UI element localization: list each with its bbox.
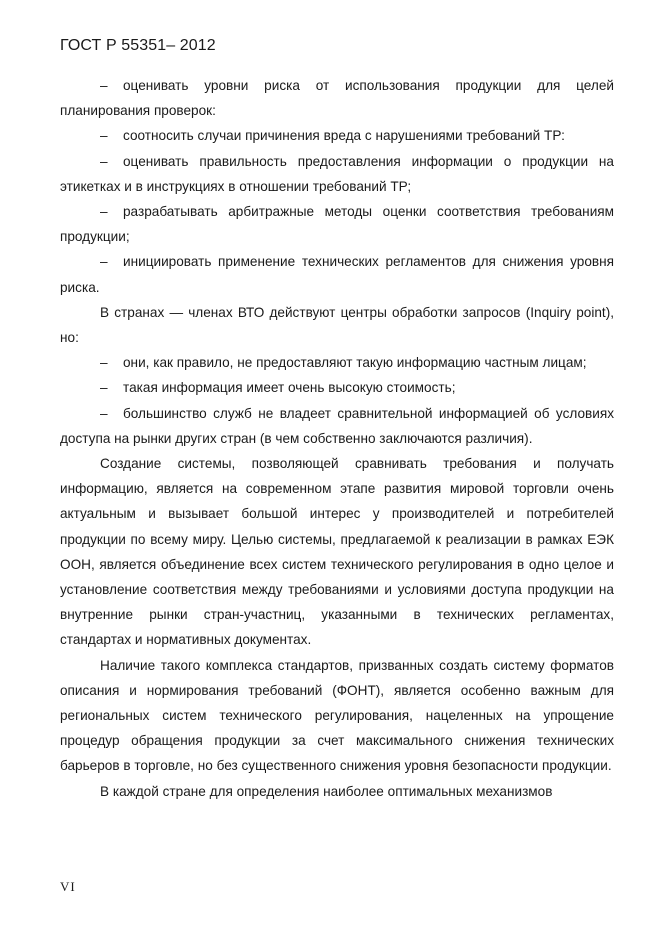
list-dash: – bbox=[100, 380, 108, 396]
list-item-text: инициировать применение технических регламентов для снижения уровня риска. bbox=[60, 254, 614, 295]
document-body bbox=[60, 73, 614, 804]
list-item bbox=[60, 375, 614, 400]
list-item-text: соотносить случаи причинения вреда с нарушениями требований ТР: bbox=[123, 128, 565, 144]
list-item bbox=[60, 249, 614, 299]
list-dash: – bbox=[100, 355, 108, 371]
list-item-text: оценивать уровни риска от использования продукции для целей планирования проверок: bbox=[60, 78, 614, 119]
list-dash: – bbox=[100, 128, 108, 144]
list-dash: – bbox=[100, 78, 108, 93]
list-item bbox=[60, 401, 614, 451]
list-dash: – bbox=[100, 405, 108, 421]
list-dash: – bbox=[100, 204, 108, 220]
paragraph: Наличие такого комплекса стандартов, призванных создать систему форматов описания и нормирования требований (ФОНТ), является особенно важным для региональных систем технического регулирования, нацеленных на упрощение процедур обращения продукции за счет максимального снижения технических барьеров в торговле, но без существенного снижения уровня безопасности продукции. bbox=[60, 657, 614, 774]
list-dash: – bbox=[100, 254, 108, 270]
list-item-text: они, как правило, не предоставляют такую информацию частным лицам; bbox=[123, 355, 587, 371]
list-item-text: такая информация имеет очень высокую стоимость; bbox=[123, 380, 456, 396]
list-item bbox=[60, 149, 614, 199]
paragraph: В странах — членах ВТО действуют центры обработки запросов (Inquiry point), но: bbox=[60, 304, 614, 346]
paragraph: Создание системы, позволяющей сравнивать требования и получать информацию, является на современном этапе развития мировой торговли очень актуальным и вызывает большой интерес у производителей и потребителей продукции по всему миру. Целью системы, предлагаемой к реализации в рамках ЕЭК ООН, является объединение всех систем технического регулирования в одно целое и установление соответствия между требованиями и условиями доступа продукции на внутренние рынки стран-участниц, указанными в технических регламентах, стандартах и нормативных документах. bbox=[60, 456, 614, 648]
list-dash: – bbox=[100, 153, 108, 169]
document-header: ГОСТ Р 55351– 2012 bbox=[60, 37, 216, 54]
page-number: VI bbox=[60, 879, 76, 894]
paragraph: В каждой стране для определения наиболее оптимальных механизмов bbox=[100, 783, 553, 799]
list-item-text: разрабатывать арбитражные методы оценки соответствия требованиям продукции; bbox=[60, 204, 614, 245]
list-item bbox=[60, 123, 614, 148]
list-item bbox=[60, 350, 614, 375]
list-item bbox=[60, 73, 614, 123]
list-item-text: оценивать правильность предоставления информации о продукции на этикетках и в инструкциях в отношении требований ТР; bbox=[60, 153, 614, 194]
list-item-text: большинство служб не владеет сравнительной информацией об условиях доступа на рынки других стран (в чем собственно заключаются различия). bbox=[60, 405, 614, 446]
list-item bbox=[60, 199, 614, 249]
